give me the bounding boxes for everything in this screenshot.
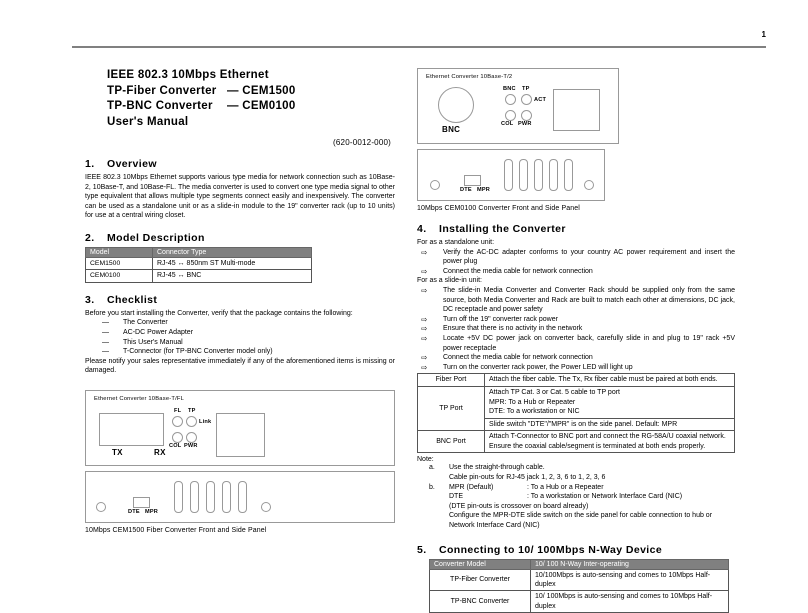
note-key (417, 492, 449, 502)
bnc-label: BNC (442, 125, 461, 134)
standalone-steps (417, 248, 735, 277)
led-col (172, 432, 183, 443)
note-row (417, 492, 712, 502)
list-item (85, 347, 395, 357)
note-row (417, 502, 712, 512)
list-item (417, 248, 735, 267)
cem1500-caption: 10Mbps CEM1500 Fiber Converter Front and Side Panel (85, 526, 267, 534)
screw-icon (430, 180, 440, 190)
switch-label-mpr: MPR (477, 187, 491, 193)
port-desc-lines (489, 388, 730, 417)
page-number: 1 (761, 30, 766, 39)
led-bnc (505, 94, 516, 105)
note-row (417, 511, 712, 521)
note-key (417, 521, 449, 531)
right-column (417, 68, 735, 613)
standalone-intro: For as a standalone unit: (417, 239, 495, 246)
note-key (417, 473, 449, 483)
section-checklist-number: 3. (85, 293, 95, 306)
figure-cem1500 (85, 390, 395, 534)
list-item (417, 286, 735, 315)
table-header-row (86, 247, 312, 257)
slidein-steps (417, 286, 735, 372)
cem0100-caption: 10Mbps CEM0100 Converter Front and Side Panel (417, 205, 580, 212)
section-nway (417, 544, 735, 613)
left-column (85, 68, 395, 534)
led-pwr (186, 432, 197, 443)
port-desc-line: Ensure the coaxial cable/segment is terminated at both ends properly. (489, 442, 706, 450)
section-overview-heading (85, 158, 395, 170)
list-item-label: Ensure that there is no activity in the network (443, 325, 583, 333)
note-text: : To a workstation or Network Interface Card (NIC) (527, 493, 683, 501)
rj45-port (553, 89, 600, 131)
note-row (417, 521, 712, 531)
list-item (85, 318, 395, 328)
vent-slot (564, 159, 573, 191)
list-item-label: Connect the media cable for network connection (443, 354, 593, 362)
section-nway-title: Connecting to 10/ 100Mbps N-Way Device (439, 543, 663, 556)
port-desc-line: Attach the fiber cable. The Tx, Rx fiber cable must be paired at both ends. (489, 376, 718, 384)
cell-port-desc (485, 431, 735, 453)
title-line-2-name: TP-Fiber Converter (107, 84, 217, 97)
led-label-act: ACT (534, 97, 547, 103)
note-subkey: MPR (Default) (449, 483, 494, 491)
vent-slot (206, 481, 215, 513)
arrow-right-icon: ⇨ (421, 333, 428, 343)
section-nway-number: 5. (417, 543, 427, 556)
cell-model: CEM1500 (86, 257, 153, 269)
section-overview-number: 1. (85, 158, 95, 170)
slidein-intro: For as a slide-in unit: (417, 277, 482, 285)
list-item-label: T-Connector (for TP-BNC Converter model only) (123, 348, 273, 356)
note-key (417, 502, 449, 512)
led-fl (172, 416, 183, 427)
section-overview-title: Overview (107, 158, 157, 170)
led-label-pwr: PWR (518, 121, 532, 127)
led-label-link: Link (199, 418, 212, 425)
note-row (417, 463, 712, 473)
note-text: Network Interface Card (NIC) (449, 522, 540, 530)
cem0100-panel-label: Ethernet Converter 10Base-T/2 (426, 74, 513, 80)
led-col (505, 110, 516, 121)
column-header-interop: 10/ 100 N-Way Inter-operating (531, 559, 729, 569)
table-row (86, 270, 312, 282)
list-item (417, 334, 735, 353)
vent-slot (190, 481, 199, 513)
title-line-3 (107, 99, 395, 115)
list-item-label: Turn on the converter rack power, the Power LED will light up (443, 363, 633, 371)
arrow-right-icon: ⇨ (421, 314, 428, 324)
list-item (417, 363, 735, 373)
screw-icon (584, 180, 594, 190)
vent-slot (519, 159, 528, 191)
led-label-tp: TP (522, 86, 530, 92)
list-item-label: The slide-in Media Converter and Converter Rack should be supplied only from the same source, both Media Converter and Rack are built to match each other at dimensions, DC jack, DC receptacle and power safety (443, 286, 735, 314)
nway-table (429, 559, 729, 613)
arrow-right-icon: ⇨ (421, 353, 428, 363)
note-text: Cable pin-outs for RJ-45 jack 1, 2, 3, 6 to 1, 2, 3, 6 (449, 474, 606, 482)
dte-mpr-slide-switch[interactable] (464, 175, 481, 186)
led-label-col: COL (501, 121, 514, 127)
led-label-tp: TP (188, 407, 196, 414)
list-item-label: Locate +5V DC power jack on converter back, carefully slide in and plug to 19" rack +5V power receptacle (443, 334, 735, 352)
table-header-row (430, 559, 729, 569)
cell-connector: RJ-45 ↔ BNC (153, 270, 312, 282)
led-tp (521, 94, 532, 105)
section-checklist-heading (85, 294, 395, 306)
section-overview (85, 158, 395, 221)
section-model-heading (85, 232, 395, 244)
port-desc-subrule: Slide switch "DTE"/"MPR" is on the side panel. Default: MPR (485, 418, 734, 430)
switch-label-mpr: MPR (145, 508, 159, 515)
cell-port-desc (485, 374, 735, 387)
column-header-model: Model (86, 247, 153, 257)
port-desc-line: MPR: To a Hub or Repeater (489, 398, 576, 406)
switch-label-dte: DTE (460, 187, 472, 193)
list-item (417, 267, 735, 277)
port-desc-line: DTE: To a workstation or NIC (489, 408, 580, 416)
document-title (107, 68, 395, 130)
dash-icon: — (102, 328, 109, 336)
cell-port-label: Fiber Port (418, 374, 485, 387)
column-header-converter-model: Converter Model (430, 559, 531, 569)
section-installing-number: 4. (417, 223, 427, 235)
note-text: Use the straight-through cable. (449, 464, 545, 472)
cell-converter-model: TP-BNC Converter (430, 591, 531, 613)
led-pwr (521, 110, 532, 121)
vent-slot (174, 481, 183, 513)
section-nway-heading (417, 544, 735, 556)
screw-icon (96, 502, 106, 512)
section-checklist-title: Checklist (107, 293, 158, 306)
list-item-label: Turn off the 19" converter rack power (443, 315, 558, 323)
section-installing (417, 223, 735, 531)
dash-icon: — (102, 348, 109, 356)
figure-cem0100 (417, 68, 735, 212)
section-model-description (85, 232, 395, 283)
section-model-title: Model Description (107, 231, 205, 244)
vent-slot (549, 159, 558, 191)
title-line-3-name: TP-BNC Converter (107, 100, 213, 112)
list-item (417, 324, 735, 334)
title-line-2-model: — CEM1500 (227, 84, 296, 97)
checklist-items (85, 318, 395, 356)
fiber-connector-block (99, 413, 164, 446)
note-text: Configure the MPR-DTE slide switch on the side panel for cable connection to hub or (449, 512, 713, 520)
led-label-fl: FL (174, 407, 182, 414)
tx-label: TX (112, 447, 123, 457)
cell-connector: RJ-45 ↔ 850nm ST Multi-mode (153, 257, 312, 269)
section-checklist (85, 294, 395, 376)
list-item (417, 315, 735, 325)
title-line-1: IEEE 802.3 10Mbps Ethernet (107, 69, 269, 81)
cell-port-desc (485, 386, 735, 430)
cem1500-side-panel (85, 471, 395, 523)
cell-interop: 10/ 100Mbps is auto-sensing and comes to 10Mbps Half-duplex (531, 591, 729, 613)
note-row (417, 483, 712, 493)
cell-model: CEM0100 (86, 270, 153, 282)
vent-slot (504, 159, 513, 191)
list-item-label: Connect the media cable for network connection (443, 267, 593, 275)
port-desc-lines (489, 432, 730, 451)
cem0100-side-panel (417, 149, 605, 201)
note-text: (DTE pin-outs is crossover on board already) (449, 502, 589, 510)
section-model-number: 2. (85, 231, 95, 244)
note-heading: Note: (417, 456, 434, 464)
cem1500-panel-label: Ethernet Converter 10Base-T/FL (94, 395, 185, 402)
table-row (418, 386, 735, 430)
vent-slot (534, 159, 543, 191)
screw-icon (261, 502, 271, 512)
dte-mpr-slide-switch[interactable] (133, 497, 150, 508)
list-item (85, 338, 395, 348)
note-row (417, 473, 712, 483)
column-header-connector-type: Connector Type (153, 247, 312, 257)
switch-label-dte: DTE (128, 508, 140, 515)
note-list (417, 463, 712, 530)
cem0100-front-panel (417, 68, 619, 144)
section-installing-title: Installing the Converter (439, 223, 566, 235)
list-item (417, 353, 735, 363)
checklist-intro: Before you start installing the Converter, verify that the package contains the following: (85, 309, 353, 317)
rx-label: RX (154, 447, 166, 457)
port-desc-line: Attach TP Cat. 3 or Cat. 5 cable to TP port (489, 388, 620, 396)
led-label-bnc: BNC (503, 86, 516, 92)
list-item (85, 328, 395, 338)
section-installing-heading (417, 223, 735, 235)
dash-icon: — (102, 319, 109, 327)
led-tp (186, 416, 197, 427)
table-row (430, 569, 729, 591)
vent-slot (238, 481, 247, 513)
port-desc-lines (489, 375, 730, 385)
note-subkey: DTE (449, 493, 463, 501)
title-line-4: User's Manual (107, 115, 189, 128)
cell-port-label: BNC Port (418, 431, 485, 453)
document-number: (620-0012-000) (333, 138, 391, 147)
table-row (418, 431, 735, 453)
list-item-label: This User's Manual (123, 338, 183, 346)
led-label-pwr: PWR (184, 442, 198, 449)
list-item-label: The Converter (123, 319, 168, 327)
list-item-label: AC-DC Power Adapter (123, 328, 194, 336)
note-key: b. (429, 483, 435, 491)
table-row (86, 257, 312, 269)
cell-interop: 10/100Mbps is auto-sensing and comes to 10Mbps Half-duplex (531, 569, 729, 591)
header-rule (72, 46, 766, 48)
title-line-2 (107, 84, 395, 100)
checklist-outro: Please notify your sales representative immediately if any of the aforementioned items is missing or damaged. (85, 357, 395, 375)
cell-port-label: TP Port (418, 386, 485, 430)
arrow-right-icon: ⇨ (421, 324, 428, 334)
cell-converter-model: TP-Fiber Converter (430, 569, 531, 591)
list-item-label: Verify the AC-DC adapter conforms to your country AC power requirement and insert the power plug (443, 248, 735, 266)
note-key (417, 511, 449, 521)
arrow-right-icon: ⇨ (421, 247, 428, 257)
note-text: : To a Hub or a Repeater (527, 483, 604, 491)
vent-slot (222, 481, 231, 513)
table-row (430, 591, 729, 613)
note-key: a. (429, 464, 435, 472)
section-overview-body: IEEE 802.3 10Mbps Ethernet supports various type media for network connection such as 10Base-2, 10Base-T, and 10Base-FL. The media converter is used to convert one type media signal to other type equivalent that allows multiple type segments connect easily and inexpensively. The converter can be used as a standalone unit or as a slide-in module to the 19" converter rack (up to 10 units) for use at a central wiring closet. (85, 174, 395, 220)
table-row (418, 374, 735, 387)
title-line-3-model: — CEM0100 (227, 100, 296, 112)
port-desc-line: Attach T-Connector to BNC port and connect the RG-58A/U coaxial network. (489, 433, 726, 441)
model-description-table (85, 247, 312, 283)
arrow-right-icon: ⇨ (421, 285, 428, 295)
port-connection-table (417, 373, 735, 453)
bnc-connector (438, 87, 474, 123)
arrow-right-icon: ⇨ (421, 362, 428, 372)
arrow-right-icon: ⇨ (421, 266, 428, 276)
cem1500-front-panel (85, 390, 395, 466)
rj45-port (216, 413, 265, 457)
dash-icon: — (102, 338, 109, 346)
led-label-col: COL (169, 442, 182, 449)
